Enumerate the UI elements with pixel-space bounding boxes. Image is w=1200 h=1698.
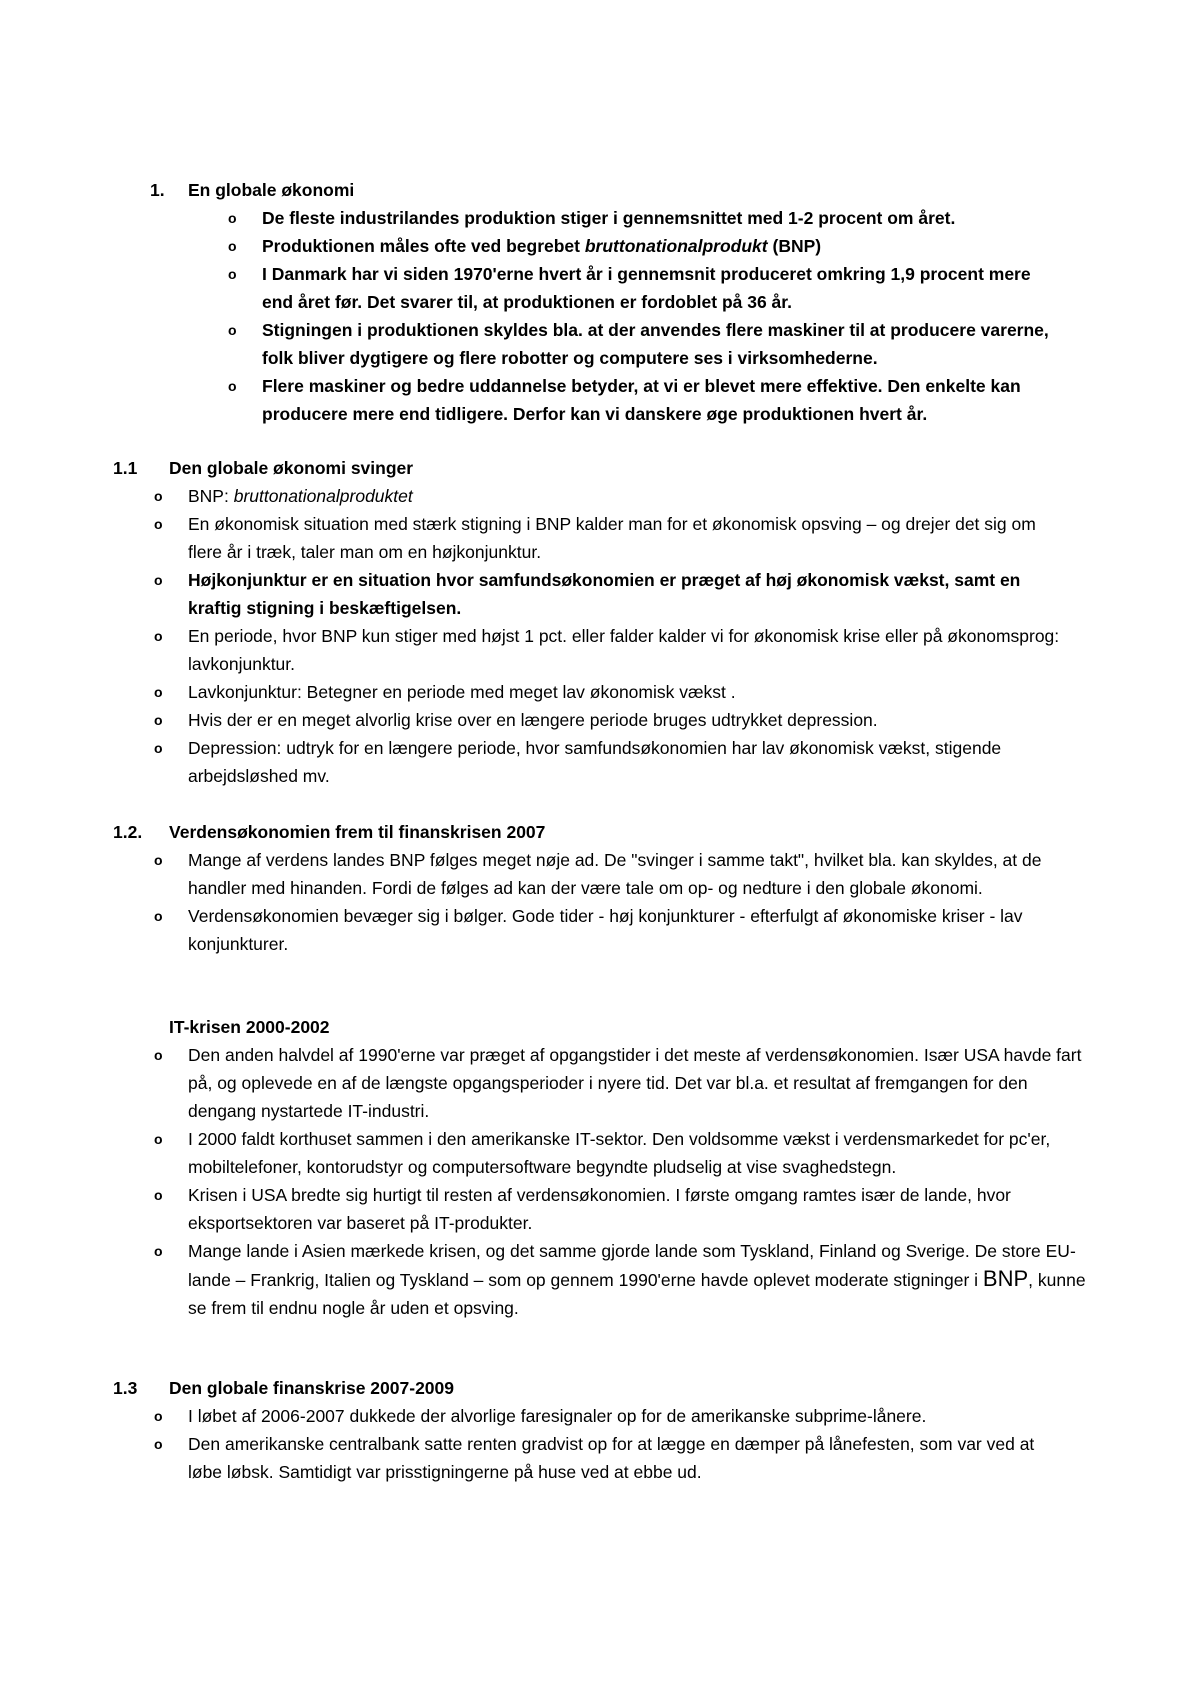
section-1-1-heading [113,454,413,482]
section-1-1-list [154,482,1073,790]
section-1-2-number: 1.2. [113,822,143,842]
bullet-icon: o [154,516,163,532]
bullet-icon: o [154,628,163,644]
list-item: o I løbet af 2006-2007 dukkede der alvorlige faresignaler op for de amerikanske subprime-lånere. [188,1402,1073,1430]
list-item: o Stigningen i produktionen skyldes bla. at der anvendes flere maskiner til at producere varerne, folk bliver dygtigere og flere robotter og computere ses i virksomhederne. [262,316,1062,372]
section-1-title: En globale økonomi [188,180,355,200]
it-crisis-heading [169,1013,330,1041]
list-item: o Produktionen måles ofte ved begrebet bruttonationalprodukt (BNP) [262,232,1062,260]
list-item: o Lavkonjunktur: Betegner en periode med meget lav økonomisk vækst . [188,678,1073,706]
bullet-icon: o [154,1187,163,1203]
list-item: o BNP: bruttonationalproduktet [188,482,1073,510]
bullet-icon: o [154,572,163,588]
section-1-3-heading [113,1374,454,1402]
section-1-3-number: 1.3 [113,1378,138,1398]
bullet-icon: o [154,684,163,700]
section-1-list [228,204,1062,428]
section-1-2-list [154,846,1073,958]
bullet-icon: o [228,210,237,226]
bullet-icon: o [154,1436,163,1452]
bullet-icon: o [154,908,163,924]
bullet-icon: o [228,266,237,282]
bullet-icon: o [228,322,237,338]
bullet-icon: o [154,1047,163,1063]
list-item: o Højkonjunktur er en situation hvor samfundsøkonomien er præget af høj økonomisk vækst, samt en kraftig stigning i beskæftigelsen. [188,566,1073,622]
it-crisis-title: IT-krisen 2000-2002 [169,1017,330,1037]
bullet-icon: o [228,378,237,394]
it-crisis-list [154,1041,1088,1322]
bullet-icon: o [154,740,163,756]
section-1-heading [150,176,354,204]
list-item: o Krisen i USA bredte sig hurtigt til resten af verdensøkonomien. I første omgang ramtes især de lande, hvor eksportsektoren var baseret på IT-produkter. [188,1181,1088,1237]
bullet-icon: o [154,1131,163,1147]
bullet-icon: o [154,712,163,728]
list-item: o Depression: udtryk for en længere periode, hvor samfundsøkonomien har lav økonomisk vækst, stigende arbejdsløshed mv. [188,734,1073,790]
list-item: o Mange af verdens landes BNP følges meget nøje ad. De "svinger i samme takt", hvilket bla. kan skyldes, at de handler med hinanden. Fordi de følges ad kan der være tale om op- og nedture i den globale økonomi. [188,846,1073,902]
list-item: o Flere maskiner og bedre uddannelse betyder, at vi er blevet mere effektive. Den enkelte kan producere mere end tidligere. Derfor kan vi danskere øge produktionen hvert år. [262,372,1062,428]
list-item: o En økonomisk situation med stærk stigning i BNP kalder man for et økonomisk opsving – og drejer det sig om flere år i træk, taler man om en højkonjunktur. [188,510,1073,566]
bullet-icon: o [154,852,163,868]
list-item: o Den amerikanske centralbank satte renten gradvist op for at lægge en dæmper på lånefesten, som var ved at løbe løbsk. Samtidigt var prisstigningerne på huse ved at ebbe ud. [188,1430,1073,1486]
section-1-3-title: Den globale finanskrise 2007-2009 [169,1378,454,1398]
list-item: o En periode, hvor BNP kun stiger med højst 1 pct. eller falder kalder vi for økonomisk krise eller på økonomsprog: lavkonjunktur. [188,622,1073,678]
list-item: o Den anden halvdel af 1990'erne var præget af opgangstider i det meste af verdensøkonomien. Især USA havde fart på, og oplevede en af de længste opgangsperioder i nyere tid. Det var bl.a. et resultat af fremgangen for den dengang nystartede IT-industri. [188,1041,1088,1125]
list-item: o Hvis der er en meget alvorlig krise over en længere periode bruges udtrykket depression. [188,706,1073,734]
bullet-icon: o [154,1408,163,1424]
section-1-number: 1. [150,180,165,200]
bullet-icon: o [154,488,163,504]
section-1-2-heading [113,818,545,846]
list-item: o Mange lande i Asien mærkede krisen, og det samme gjorde lande som Tyskland, Finland og Sverige. De store EU-lande – Frankrig, Italien og Tyskland – som op gennem 1990'erne havde oplevet moderate stigninger i BNP, kunne se frem til endnu nogle år uden et opsving. [188,1237,1088,1322]
section-1-1-title: Den globale økonomi svinger [169,458,414,478]
list-item: o I 2000 faldt korthuset sammen i den amerikanske IT-sektor. Den voldsomme vækst i verdensmarkedet for pc'er, mobiltelefoner, kontorudstyr og computersoftware begyndte pludselig at vise svaghedstegn. [188,1125,1088,1181]
section-1-1-number: 1.1 [113,458,138,478]
bullet-icon: o [154,1243,163,1259]
list-item: o Verdensøkonomien bevæger sig i bølger. Gode tider - høj konjunkturer - efterfulgt af økonomiske kriser - lav konjunkturer. [188,902,1073,958]
bullet-icon: o [228,238,237,254]
list-item: o I Danmark har vi siden 1970'erne hvert år i gennemsnit produceret omkring 1,9 procent mere end året før. Det svarer til, at produktionen er fordoblet på 36 år. [262,260,1062,316]
section-1-3-list [154,1402,1073,1486]
section-1-2-title: Verdensøkonomien frem til finanskrisen 2007 [169,822,546,842]
list-item: o De fleste industrilandes produktion stiger i gennemsnittet med 1-2 procent om året. [262,204,1062,232]
